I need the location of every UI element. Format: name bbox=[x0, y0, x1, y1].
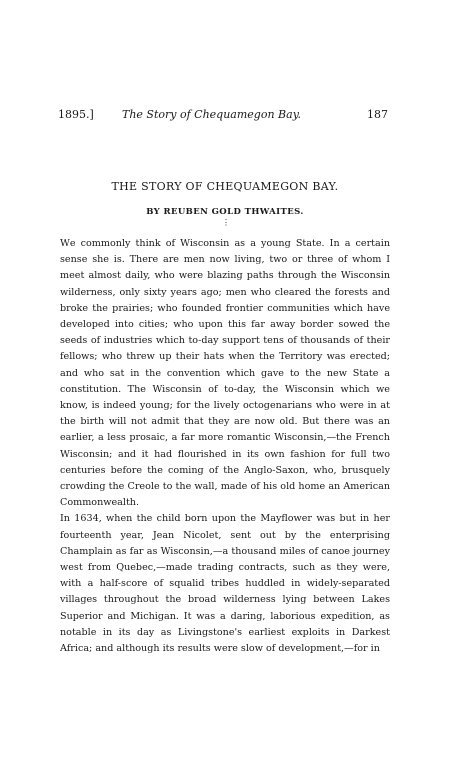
article-byline: BY REUBEN GOLD THWAITES. bbox=[146, 207, 304, 217]
page-number: 187 bbox=[367, 108, 388, 121]
article-body bbox=[60, 236, 390, 657]
header-running-title: The Story of Chequamegon Bay. bbox=[122, 108, 301, 121]
header-year: 1895.] bbox=[58, 108, 94, 121]
title-ornament: ⋮ bbox=[222, 218, 230, 227]
article-title: THE STORY OF CHEQUAMEGON BAY. bbox=[111, 180, 339, 193]
paragraph: In 1634, when the child born upon the Mayflower was but in her fourteenth year, Jean Nicolet, sent out by the enterprising Champlain as far as Wisconsin,—a thousand miles of canoe journey west from Quebec,—made trading contracts, such as they were, with a half-score of squalid tribes huddled in widely-separated villages throughout the broad wilderness lying between Lakes Superior and Michigan. It was a daring, laborious expedition, as notable in its day as Livingstone's earliest exploits in Darkest Africa; and although its results were slow of development,—for in bbox=[60, 513, 390, 655]
paragraph: We commonly think of Wisconsin as a young State. In a certain sense she is. There are men now living, two or three of whom I meet almost daily, who were blazing paths through the Wisconsin wilderness, only sixty years ago; men who cleared the forests and broke the prairies; who founded frontier communities which have developed into cities; who upon this far away border sowed the seeds of industries which to-day support tens of thousands of their fellows; who threw up their hats when the Territory was erected; and who sat in the convention which gave to the new State a constitution. The Wisconsin of to-day, the Wisconsin which we know, is indeed young; for the lively octogenarians who were in at the birth will not admit that they are now old. But there was an earlier, a less prosaic, a far more romantic Wisconsin,—the French Wisconsin; and it had flourished in its own fashion for full two centuries before the coming of the Anglo-Saxon, who, brusquely crowding the Creole to the wall, made of his old home an American Commonwealth. bbox=[60, 238, 390, 509]
